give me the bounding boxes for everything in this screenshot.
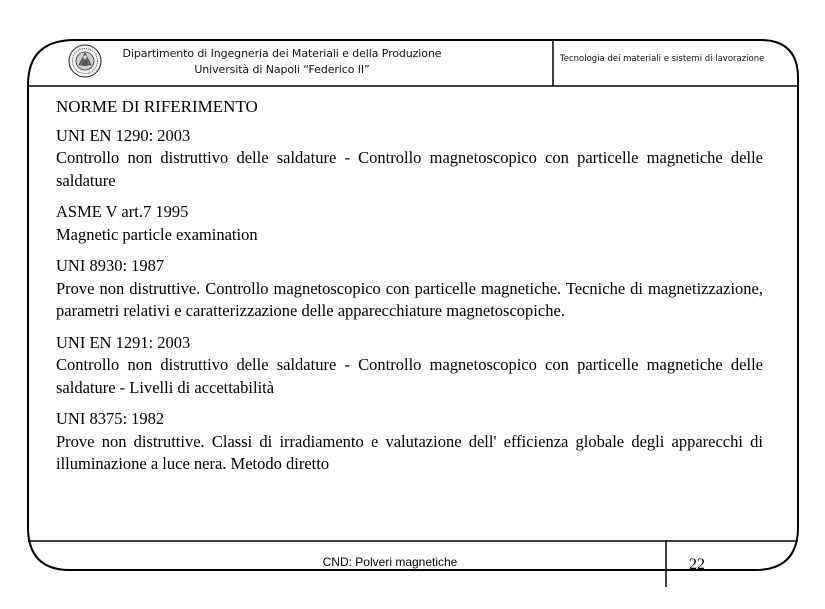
norm-code: UNI EN 1290: 2003 [56,125,191,145]
norm-description: Prove non distruttive. Classi di irradiamento e valutazione dell' efficienza globale degli apparecchi di illuminazione a luce nera. Metodo diretto [56,431,763,473]
norm-description: Prove non distruttive. Controllo magnetoscopico con particelle magnetiche. Tecniche di magnetizzazione, parametri relativi e caratterizzazione delle apparecchiature magnetoscopiche. [56,278,763,320]
norm-entry [56,125,763,193]
footer-title: CND: Polveri magnetiche [322,555,458,569]
norm-entry [56,408,763,476]
section-title: NORME DI RIFERIMENTO [56,97,258,116]
norm-description: Controllo non distruttivo delle saldature - Controllo magnetoscopico con particelle magnetiche delle saldature - Livelli di accettabilità [56,355,763,397]
page-number: 22 [689,556,705,573]
norm-code: UNI 8375: 1982 [56,409,165,428]
norm-code: UNI 8930: 1987 [56,256,165,275]
header-course-title: Tecnologia dei materiali e sistemi di lavorazione [560,54,765,64]
norm-entry [56,332,763,400]
slide-content [56,96,763,485]
university-seal-icon [68,44,102,78]
header-university-line: Università di Napoli “Federico II” [194,63,370,76]
norm-entry [56,255,763,323]
norm-code: UNI EN 1291: 2003 [56,332,191,352]
norm-entry [56,201,763,246]
norm-description: Magnetic particle examination [56,224,258,244]
norm-description: Controllo non distruttivo delle saldature - Controllo magnetoscopico con particelle magnetiche delle saldature [56,148,763,190]
header-department [112,46,452,78]
header-department-line: Dipartimento di Ingegneria dei Materiali e della Produzione [122,47,442,60]
norm-code: ASME V art.7 1995 [56,202,189,221]
